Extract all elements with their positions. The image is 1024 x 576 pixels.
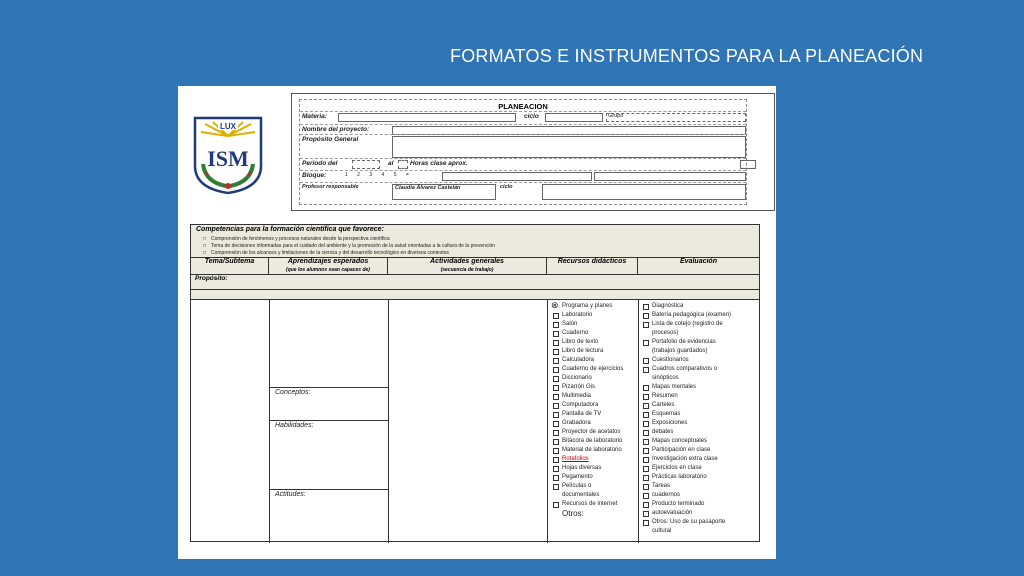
recurso-otros: Otros: [562, 509, 584, 518]
competencia-item: □ Toma de decisiones informadas para el cuidado del ambiente y la promoción de la salud orientadas a la cultura de la prevención [211, 243, 495, 249]
evaluacion-checkbox[interactable]: Tareas [643, 482, 731, 491]
col-evaluacion: Evaluación [638, 258, 759, 274]
blank-row [191, 290, 759, 300]
recurso-checkbox[interactable]: Salón [553, 320, 623, 329]
evaluacion-checkbox[interactable]: debates [643, 428, 731, 437]
proposito-row [191, 274, 759, 290]
ciclo-label: ciclo [524, 113, 539, 120]
materia-label: Materia: [302, 113, 327, 120]
col-aprendizajes: Aprendizajes esperados (que los alumnos sean capaces de) [269, 258, 388, 274]
evaluacion-checkbox[interactable]: Producto terminado [643, 500, 731, 509]
evaluacion-checkbox[interactable]: Ejercicios en clase [643, 464, 731, 473]
recurso-checkbox[interactable]: Cuaderno de ejercicios [553, 365, 623, 374]
recurso-checkbox[interactable]: Hojas diversas [553, 464, 623, 473]
bloque-extra-field[interactable] [594, 172, 746, 181]
evaluacion-checkbox[interactable]: autoevaluación [643, 509, 731, 518]
divider [269, 489, 388, 490]
planning-format-document [178, 86, 776, 559]
recurso-checkbox[interactable]: Pegamento [553, 473, 623, 482]
evaluacion-continuation: (trabajos guardados) [652, 348, 708, 354]
evaluacion-continuation: cultural [652, 528, 672, 534]
proposito-general-label: Propósito General [302, 136, 359, 143]
planeacion-header [291, 93, 775, 211]
evaluacion-checkbox[interactable]: cuadernos [643, 491, 731, 500]
evaluacion-checkbox[interactable]: Otros: Uso de su pasaporte [643, 518, 731, 527]
evaluacion-checkbox[interactable]: Carteles [643, 401, 731, 410]
evaluacion-continuation: sinópticos [652, 375, 679, 381]
divider [269, 420, 388, 421]
horas-clase-label: Horas clase aprox. [410, 160, 468, 167]
grupo-field[interactable] [606, 113, 746, 122]
bloque-label: Bloque: [302, 172, 327, 179]
recurso-checkbox[interactable]: Material de laboratorio [553, 446, 623, 455]
logo-mark: ISM [207, 146, 249, 171]
horas-clase-field[interactable] [740, 160, 756, 169]
profesor-label: Profesor responsable [302, 184, 359, 190]
recurso-continuation: documentales [562, 492, 600, 498]
ciclo-field[interactable] [545, 113, 603, 122]
divider [269, 300, 270, 543]
periodo-del-field[interactable] [352, 160, 380, 169]
habilidades-label: Habilidades: [275, 422, 314, 429]
evaluacion-checkbox[interactable]: Esquemas [643, 410, 731, 419]
divider [269, 387, 388, 388]
recurso-checkbox[interactable]: Proyector de acetatos [553, 428, 623, 437]
col-actividades: Actividades generales (secuencia de trabajo) [388, 258, 547, 274]
recurso-checkbox[interactable]: Libro de texto [553, 338, 623, 347]
evaluacion-checkbox[interactable]: Investigación extra clase [643, 455, 731, 464]
competencia-item: □ Comprensión de fenómenos y procesos naturales desde la perspectiva científica [211, 236, 390, 242]
recurso-checkbox[interactable]: Multimedia [553, 392, 623, 401]
recurso-checkbox[interactable]: Películas o [553, 482, 623, 491]
evaluacion-checkbox[interactable]: Mapas conceptuales [643, 437, 731, 446]
materia-field[interactable] [338, 113, 516, 122]
profesor-nombre: Claudia Álvarez Castelán [395, 185, 461, 191]
recurso-checkbox[interactable]: Laboratorio [553, 311, 623, 320]
evaluacion-continuation: procesos) [652, 330, 679, 336]
planeacion-title: PLANEACION [498, 102, 548, 111]
col-recursos: Recursos didácticos [547, 258, 638, 274]
profesor-field[interactable] [392, 184, 496, 200]
recurso-checkbox[interactable]: ⊗ Programa y planes [553, 302, 623, 311]
slide-title: FORMATOS E INSTRUMENTOS PARA LA PLANEACIÓN [450, 46, 924, 66]
bloque-numbers: 1 2 3 4 5 = [345, 172, 409, 178]
divider [638, 300, 639, 543]
periodo-al-field[interactable] [398, 160, 408, 169]
competencia-item: □ Comprensión de los alcances y limitaciones de la ciencia y del desarrollo tecnológico en diversos contextos [211, 250, 449, 256]
proposito-label: Propósito: [195, 275, 228, 282]
evaluacion-checkbox[interactable]: Portafolio de evidencias [643, 338, 731, 347]
nombre-proyecto-label: Nombre del proyecto: [302, 126, 370, 133]
evaluacion-list [643, 302, 731, 536]
ciclo2-label: ciclo [500, 184, 513, 190]
evaluacion-checkbox[interactable]: Mapas mentales [643, 383, 731, 392]
conceptos-label: Conceptos: [275, 389, 311, 396]
recurso-checkbox[interactable]: Bitácora de laboratorio [553, 437, 623, 446]
school-crest-icon [193, 116, 263, 194]
divider [547, 300, 548, 543]
competencias-section [191, 225, 759, 258]
evaluacion-checkbox[interactable]: Cuestionarios [643, 356, 731, 365]
recurso-checkbox[interactable]: Computadora [553, 401, 623, 410]
col-tema: Tema/Subtema [191, 258, 269, 274]
recurso-checkbox[interactable]: Rotafolios [553, 455, 623, 464]
divider [388, 300, 389, 543]
evaluacion-checkbox[interactable]: Exposiciones [643, 419, 731, 428]
bloque-field[interactable] [442, 172, 592, 181]
recurso-checkbox[interactable]: Recursos de internet [553, 500, 623, 509]
al-label: al [388, 160, 394, 167]
recurso-checkbox[interactable]: Grabadora [553, 419, 623, 428]
recurso-checkbox[interactable]: Calculadora [553, 356, 623, 365]
actitudes-label: Actitudes: [275, 491, 306, 498]
evaluacion-checkbox[interactable]: Batería pedagógica (examen) [643, 311, 731, 320]
grupo-label: Grupo [608, 113, 624, 119]
recurso-checkbox[interactable]: Libro de lectura [553, 347, 623, 356]
recurso-checkbox[interactable]: Cuaderno [553, 329, 623, 338]
competencias-title: Competencias para la formación científica que favorece: [196, 226, 384, 233]
evaluacion-checkbox[interactable]: Resumen [643, 392, 731, 401]
evaluacion-checkbox[interactable]: Participación en clase [643, 446, 731, 455]
evaluacion-checkbox[interactable]: Cuadros comparativos o [643, 365, 731, 374]
planning-table [190, 224, 760, 542]
evaluacion-checkbox[interactable]: Lista de cotejo (registro de [643, 320, 731, 329]
evaluacion-checkbox[interactable]: Diagnóstica [643, 302, 731, 311]
recursos-list [553, 302, 623, 518]
logo-top-text: LUX [220, 122, 236, 131]
ciclo2-field[interactable] [542, 184, 746, 200]
proposito-general-field[interactable] [392, 136, 746, 158]
evaluacion-checkbox[interactable]: Prácticas laboratorio [643, 473, 731, 482]
recurso-checkbox[interactable]: Diccionario [553, 374, 623, 383]
periodo-del-label: Periodo del [302, 160, 338, 167]
recurso-checkbox[interactable]: Pantalla de TV [553, 410, 623, 419]
recurso-checkbox[interactable]: Pizarrón Gis [553, 383, 623, 392]
